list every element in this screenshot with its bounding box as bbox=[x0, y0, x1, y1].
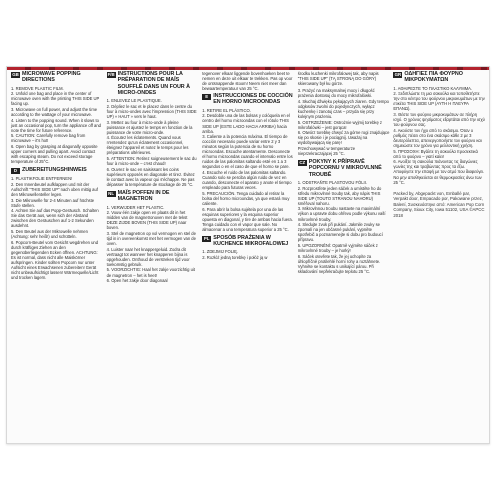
language-badge-gb: GB bbox=[12, 72, 19, 77]
step-item: 1. ΑΦΑΙΡΕΣΤΕ ΤΟ ΠΛΑΣΤΙΚΟ ΚΑΛΥΜΜΑ. bbox=[393, 85, 473, 91]
step-item: 2. Vouw één zakje open en plaats dit in het midden van de magnetronoven met de tekst DEZE ZIJDE BOVEN (THIS SIDE UP) naar boven. bbox=[106, 210, 188, 231]
language-badge-gr: GR bbox=[394, 72, 402, 77]
step-item: 1. ODSTRAŇTE PLASTOVOU FÓLII. bbox=[297, 180, 367, 186]
step-item: 5. ΠΡΟΣΟΧΗ: Βγάλτε τη σακούλα προσεκτικά από το φούρνο – γιατί καίει! bbox=[393, 148, 478, 159]
section-title: ZUBEREITUNGSHINWEIS bbox=[22, 167, 87, 174]
step-item: 4. Ακούστε τον ήχο από το σκάσιμο. Όταν ο ρυθμός πέσει στο ένα σκάσιμο κάθε 2 με 3 δευτερόλεπτα, απενεργοποιήστε τον φούρνο και σημειώστε τον χρόνο για μελλοντική χρήση. bbox=[393, 127, 482, 148]
step-item: 5. CAUTION: Carefully remove bag from microwave – it's hot! bbox=[11, 133, 86, 144]
section-d bbox=[11, 167, 103, 280]
step-list bbox=[11, 86, 103, 165]
column-4 bbox=[297, 71, 391, 440]
step-item: 6. Open het zakje door diagonaal bbox=[106, 278, 168, 284]
language-badge-d: D bbox=[11, 168, 20, 174]
step-item: 1. REMOVE PLASTIC FILM. bbox=[11, 85, 64, 91]
step-item: 1. ENLEVEZ LE PLASTIQUE. bbox=[106, 98, 162, 104]
step-item: 1. PLASTIKFOLIE ENTFERNEN! bbox=[11, 176, 73, 182]
section-cz bbox=[298, 159, 390, 274]
step-item: 4. Luister naar het knappergeluid. Zodra dit vertraagt tot wanneer het knapperen bijna is opgehouden. Onthoud de verstreken tijd voor toekomstig gebruik. bbox=[106, 246, 190, 267]
step-item: 1. RETIRE EL PLÁSTICO. bbox=[202, 107, 251, 113]
step-list bbox=[298, 88, 390, 156]
column-5 bbox=[392, 71, 486, 440]
section-nl bbox=[107, 190, 199, 283]
step-item: 5. VOORZICHTIG: Haal het zakje voorzichtig uit de magnetron – het is heet! bbox=[106, 267, 195, 278]
step-item: 5. OSTRZEŻENIE: Ostrożnie wyjmij torebkę z mikrofalówki – jest gorąca! bbox=[297, 119, 382, 130]
step-item: 3. Mettez au four à micro-onde à pleine puissance et ajustez le temps en fonction de la puissance de votre micro-onde. bbox=[106, 119, 193, 135]
continued-text: środku kuchenki mikrofalowej tak, aby napis "THIS SIDE UP" (TĄ STRONĄ DO GÓRY) skierowany był ku górze. bbox=[297, 71, 379, 87]
step-list bbox=[107, 98, 199, 187]
step-list bbox=[11, 176, 103, 280]
step-item: 6. Para abrir la bolsa sujétela por una de las esquinas superiores y la esquina superior opuesta en diagonal, y tire de ambas hacia fuera. Tenga cuidado con el vapor que sale. No almacenar a una temperatura superior a 25 °C. bbox=[202, 206, 293, 232]
step-item: 3. Mikrovlnnou troubu nastavte na maximální výkon a upravte dobu ohřevu podle výkonu vaší mikrovlnné trouby. bbox=[297, 206, 386, 222]
continued-text: tegenover elkaar liggende bovenhoeken beet te nemen en deze uit elkaar te trekken. Pas op voor de ontsnappende stoom! Neem niet meer dan bewaartemperatuur van 25 °C. bbox=[202, 71, 293, 92]
section-title: MAÏS POFFEN IN DE MAGNETRON bbox=[117, 189, 170, 203]
step-item: 5. ATTENTION: Retirez soigneusement le sac du four à micro-onde – c'est chaud! bbox=[106, 156, 197, 167]
step-item: 3. Θέστε τον φούρνο μικροκυμάτων σε πλήρη ισχύ. Ο χρόνος ψησίματος εξαρτάται από την ισχύ του φούρνου σας. bbox=[393, 112, 485, 128]
section-gr bbox=[393, 71, 485, 185]
step-item: 6. Ouvrez le sac en saisissant les coins supérieurs opposés en diagonale et tirez. Évitez le contact avec la vapeur qui s'échappe. Ne pas dépasser la température de stockage de 25 °C. bbox=[106, 166, 195, 187]
step-item: 2. Unfold one bag and place in the center of microwave oven with the printing THIS SIDE UP facing up. bbox=[11, 91, 100, 107]
section-title: INSTRUCCIONES DE COCCIÓN EN HORNO MICROONDAS bbox=[213, 93, 293, 106]
step-item: 2. Rozprostřete jeden sáček a umístěte ho do středu mikrovlnné trouby tak, aby nápis THIS SIDE UP (TOUTO STRANOU NAHORU) směřoval nahoru. bbox=[297, 185, 382, 206]
step-item: 4. Słuchaj dźwięku pękających ziaren. Gdy tempo odgłosów zwolni do pojedynczych, wyłącz kuchenkę i zanotuj czas – przyda się przy kolejnym prażeniu. bbox=[297, 98, 389, 119]
section-title: POKYNY K PŘÍPRAVĚ POPCORNU V MIKROVLNNÉ TROUBĚ bbox=[308, 159, 382, 178]
section-title: ΟΔΗΓΙΕΣ ΠΙΑ ΦΟΥΡΝΟ ΜΙΚΡΟΚΥΜΑΤΩΝ bbox=[404, 71, 463, 84]
step-list bbox=[202, 249, 294, 260]
section-e bbox=[202, 93, 294, 232]
section-title: INSTRUCTIONS POUR LA PRÉPARATION DE MAÏS SOUFFLÉ DANS UN FOUR À MICRO-ONDES bbox=[117, 71, 190, 96]
step-list bbox=[202, 108, 294, 232]
step-item: 3. Microwave on full power, and adjust the time according to the wattage of your microwave. bbox=[11, 106, 98, 118]
column-3 bbox=[201, 71, 295, 440]
instruction-columns bbox=[10, 71, 486, 440]
packer-info: Packed by, Abgepackt von, Emballé par, Verpakt door, Empacado por, Pakowane przez, Balení, Συσκευάστηκε από: American Pop Corn Company, Sioux City, Iowa 51102, USA ©APCC 2018 bbox=[393, 191, 485, 218]
step-item: 6. Open bag by grasping at diagonally opposite upper corners and pulling apart. Avoid contact with escaping steam. Do not exceed storage temperature of 25°C. bbox=[11, 144, 98, 165]
step-item: 2. Rozłóż jedną torebkę i połóż ją w bbox=[202, 255, 268, 261]
step-item: 4. Listen to the popping sound. When it slows to just an occasional pop, turn the appliance off and note the time for future reference. bbox=[11, 117, 101, 133]
step-item: 5. UPOZORNĚNÍ: Opatrně vyjměte sáček z mikrovlnné trouby – je horký! bbox=[297, 242, 378, 253]
step-item: 6. Otwórz torebkę chwyć za górne rogi znajdujące się po skosie i je pociągnij. Uważaj na wydobywającą się parę! bbox=[297, 130, 390, 146]
step-item: 2. Dépliez le sac et le placez dans le centre du four à micro-ondes avec l'impression (THIS SIDE UP) « HAUT » vers le haut. bbox=[106, 103, 197, 119]
step-item: 4. Écoutez les éclatements. Quand vous n'entendez qu'un éclatement occasionnel, éteignez l'appareil et notez le temps pour les préparations ultérieures. bbox=[106, 135, 189, 156]
step-list bbox=[393, 86, 485, 185]
step-item: 4. Escuche el ruido de las palomitas saltando. Cuando solo se perciba algún ruido de vez en cuando, desconecte el aparato y anote el tiempo empleado para futuras veces. bbox=[202, 170, 292, 191]
language-badge-nl: NL bbox=[108, 190, 115, 196]
step-item: 2. Ξεδιπλώστε τη μια σακούλα και τοποθετήστε την στο κέντρο του φούρνου μικροκυμάτων με την ετικέτα THIS SIDE UP (ΑΥΤΗ Η ΠΛΕΥΡΑ ΕΠΑΝΩ). bbox=[393, 91, 485, 112]
step-item: 5. PRECAUCIÓN. Tenga cuidado al retirar la bolsa del horno microondas, ya que estará muy caliente. bbox=[202, 190, 290, 206]
step-item: 6. Sáček otevřete tak, že jej uchopíte za úhlopříčně protilehlé horní rohy a roztáhnete. Vyhněte se kontaktu s unikající párou. Při skladování nepřekračujte teplotu 25 °C. bbox=[297, 253, 381, 274]
step-item: 3. Prażyć na maksymalnej mocy i długość prażenia dostosuj do mocy mikrofalówki. bbox=[297, 88, 375, 99]
step-list bbox=[298, 180, 390, 274]
top-color-band bbox=[7, 67, 489, 70]
step-item: 4. Sledujte zvuk při pukání. Jakmile zvuky se zpomalí na jen občasné pukání, vypněte spotřebič a poznamenejte si dobu pro budoucí přípravu. bbox=[297, 222, 383, 243]
step-item: 6. Popcorn-Beutel vom Gesicht wegdrehen und durch kräftiges Ziehen an den gegenüberliegenden Ecken öffnen. ACHTUNG: Es ist normal, dass nicht alle Maiskörner aufspringen. Kinder sollten Popcorn nur unter Aufsicht eines Erwachsenen zubereiten! Gerät nicht unbeaufsichtigt lassen! Wärmequelle/Licht und trocken lagern. bbox=[11, 239, 99, 281]
section-title: SPOSÓB PRAŻENIA W KUCHENCE MIKROFALOWEJ bbox=[213, 234, 289, 248]
section-fb bbox=[107, 71, 199, 187]
section-title: MICROWAVE POPPING DIRECTIONS bbox=[22, 71, 81, 84]
step-item: 3. Stel de magnetron op vol vermogen en stel de tijd in in overeenkomst met het vermogen van de oven. bbox=[106, 230, 196, 247]
step-item: 1. VERWIJDER HET PLASTIC. bbox=[106, 204, 165, 210]
step-item: 3. Die Mikrowelle für 2-4 Minuten auf höchste Stufe stellen. bbox=[11, 197, 95, 208]
column-2 bbox=[106, 71, 200, 440]
step-item: 1. ZDEJMIJ FOLIĘ. bbox=[202, 249, 239, 255]
step-item: 5. Den Beutel aus der Mikrowelle nehmen (Achtung: sehr heiß!) und schütteln. bbox=[11, 229, 88, 240]
step-item: 6. Ανοίξτε τη σακούλα πιάνοντας τις διαγώνιες γωνίες της και τραβώντας προς τα έξω. Αποφύγετε την επαφή με τον ατμό που διαφεύγει. bbox=[393, 159, 485, 175]
step-item: 4. Achten Sie auf das Popp-Geräusch. Schalten Sie das Gerät aus, wenn sich der Abstand zwischen den Geräuschen auf 1-2 Sekunden ausdehnt. bbox=[11, 208, 99, 229]
language-badge-e: E bbox=[202, 94, 211, 100]
step-item: 3. Caliente a la potencia máxima. El tiempo de cocción necesario puede variar entre 2 y 3 minutos según la potencia de su horno microondas. Escuche atentamente. Desconecte el horno microondas cuando el intervalo entre los ruidos de las palomitas saltando esté en 1 a 3 segundos o en el caso de que el horno se pare. bbox=[202, 134, 293, 170]
language-badge-fb: F/B bbox=[107, 72, 115, 77]
section-gb bbox=[11, 71, 103, 164]
language-badge-cz: CZ bbox=[299, 160, 306, 166]
step-item: 2. Den Innenbeutel aufklappen und mit der Aufschrift "THIS SIDE UP" nach oben mittig auf den Mikrowellenteller legen. bbox=[11, 181, 98, 197]
column-1 bbox=[10, 71, 104, 440]
step-item: Να μην αποθηκεύεται σε θερμοκρασίες άνω των 25 °C. bbox=[393, 174, 482, 185]
step-list bbox=[107, 205, 199, 284]
step-item: 2. Desdoble una de las bolsas y colóquela en el centro del horno microondas con el rótulo THIS SIDE UP (ESTE LADO HACIA ARRIBA) hacia arriba. bbox=[202, 113, 290, 134]
popcorn-box-panel bbox=[6, 66, 490, 444]
step-item: Przechowywać w temperaturze nieprzekraczającej 25 °C. bbox=[297, 146, 356, 157]
language-badge-pl: PL bbox=[203, 235, 210, 241]
section-pl bbox=[202, 235, 294, 260]
